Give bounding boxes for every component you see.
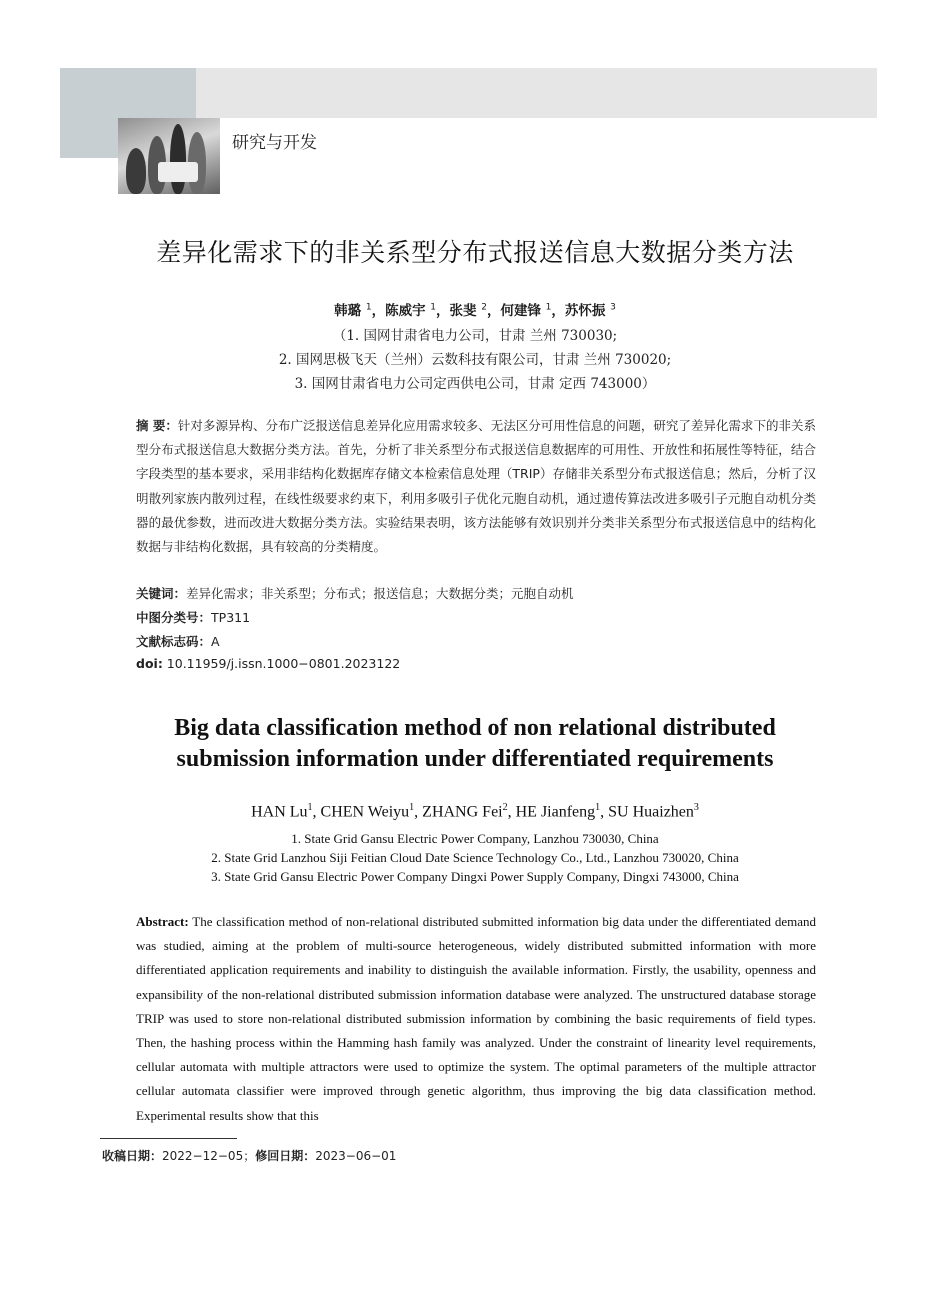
author-affiliation-mark: 1	[307, 802, 313, 813]
chinese-authors: 韩璐 $^1$，陈威宇 $^1$，张斐 $^2$，何建锋 $^1$，苏怀振 $^3$	[334, 302, 616, 319]
author-name: 陈威宇	[385, 303, 426, 319]
english-affiliation: 2. State Grid Lanzhou Siji Feitian Cloud Date Science Technology Co., Ltd., Lanzhou 730020, China	[211, 850, 739, 865]
footnote-dates	[102, 1147, 396, 1164]
author-affiliation-mark: 2	[502, 802, 508, 813]
keywords-label: 关键词：	[136, 586, 187, 601]
footnote-divider	[100, 1138, 237, 1139]
author-name: ZHANG Fei	[422, 803, 503, 821]
revised-label: 修回日期：	[255, 1149, 316, 1163]
chinese-affiliation: 3. 国网甘肃省电力公司定西供电公司，甘肃 定西 743000）	[294, 376, 656, 392]
author-name: HAN Lu	[251, 803, 308, 821]
keywords	[136, 584, 816, 602]
chinese-affiliation: 2. 国网思极飞天（兰州）云数科技有限公司，甘肃 兰州 730020;	[278, 352, 672, 368]
received-label: 收稿日期：	[102, 1149, 163, 1163]
author-affiliation-mark: 1	[430, 302, 437, 313]
author-affiliation-mark: 3	[610, 302, 616, 313]
doi-value: 10.11959/j.issn.1000−0801.2023122	[162, 656, 401, 671]
english-affiliation: 3. State Grid Gansu Electric Power Company Dingxi Power Supply Company, Dingxi 743000, China	[211, 869, 739, 884]
date-separator: ；	[243, 1149, 256, 1163]
abstract-text: The classification method of non-relational distributed submitted information big data under the differentiated demand was studied, aiming at the problem of multi-source heterogeneous, widely distributed submitted information with more differentiated application requirements and inability to distinguish the available information. Firstly, the usability, openness and expansibility of the non-relational distributed submission information database were analyzed. The unstructured database storage TRIP was used to store non-relational distributed submission information by combining the basic requirements of field types. Then, the hashing process within the Hamming hash family was analyzed. Under the constraint of linearity level requirements, cellular automata with multiple attractors were used to optimize the system. The optimal parameters of the multiple attractor cellular automata classifier were improved through genetic algorithm, thus improving the big data classification method. Experimental results show that this	[136, 914, 816, 1123]
chinese-affiliation: （1. 国网甘肃省电力公司，甘肃 兰州 730030;	[332, 328, 618, 344]
english-affiliation: 1. State Grid Gansu Electric Power Company, Lanzhou 730030, China	[291, 831, 659, 846]
clc-number	[136, 608, 816, 626]
author-affiliation-mark: 1	[595, 802, 601, 813]
english-title-line: Big data classification method of non relational distributed	[174, 715, 776, 741]
author-affiliation-mark: 1	[409, 802, 415, 813]
clc-label: 中图分类号：	[136, 610, 212, 625]
author-name: 张斐	[449, 303, 477, 319]
english-authors: HAN Lu$^1$, CHEN Weiyu$^1$, ZHANG Fei$^2$, HE Jianfeng$^1$, SU Huaizhen$^3$	[251, 802, 699, 821]
author-affiliation-mark: 2	[481, 302, 487, 313]
clc-value: TP311	[211, 610, 251, 625]
author-affiliation-mark: 1	[545, 302, 552, 313]
doi	[136, 656, 816, 671]
author-name: 苏怀振	[564, 303, 606, 319]
document-code	[136, 632, 816, 650]
abstract-text: 针对多源异构、分布广泛报送信息差异化应用需求较多、无法区分可用性信息的问题，研究了差异化需求下的非关系型分布式报送信息大数据分类方法。首先，分析了非关系型分布式报送信息数据库的可用性、开放性和拓展性等特征，结合字段类型的基本要求，采用非结构化数据库存储文本检索信息处理（TRIP）存储非关系型分布式报送信息；然后，分析了汉明散列家族内散列过程，在线性级要求约束下，利用多吸引子优化元胞自动机，通过遗传算法改进多吸引子元胞自动机分类器的最优参数，进而改进大数据分类方法。实验结果表明，该方法能够有效识别并分类非关系型分布式报送信息中的结构化数据与非结构化数据，具有较高的分类精度。	[136, 418, 816, 555]
author-name: HE Jianfeng	[515, 803, 596, 821]
english-abstract	[136, 910, 816, 1128]
abstract-label: Abstract:	[136, 914, 189, 929]
received-date: 2022−12−05	[162, 1149, 244, 1163]
author-name: CHEN Weiyu	[320, 803, 410, 821]
keywords-text: 差异化需求；非关系型；分布式；报送信息；大数据分类；元胞自动机	[186, 586, 574, 601]
author-name: 何建锋	[500, 303, 541, 319]
revised-date: 2023−06−01	[315, 1149, 397, 1163]
abstract-label: 摘 要：	[136, 418, 178, 433]
section-photo	[118, 118, 220, 194]
author-name: SU Huaizhen	[608, 803, 694, 821]
english-title	[0, 713, 950, 775]
document-code-label: 文献标志码：	[136, 634, 212, 649]
document-code-value: A	[211, 634, 220, 649]
section-label: 研究与开发	[232, 133, 317, 153]
english-title-line: submission information under differentiated requirements	[176, 746, 774, 772]
doi-label: doi:	[136, 656, 163, 671]
chinese-abstract	[136, 414, 816, 559]
author-affiliation-mark: 3	[693, 802, 699, 813]
author-name: 韩璐	[334, 303, 362, 319]
author-affiliation-mark: 1	[365, 302, 372, 313]
chinese-title: 差异化需求下的非关系型分布式报送信息大数据分类方法	[156, 238, 794, 267]
